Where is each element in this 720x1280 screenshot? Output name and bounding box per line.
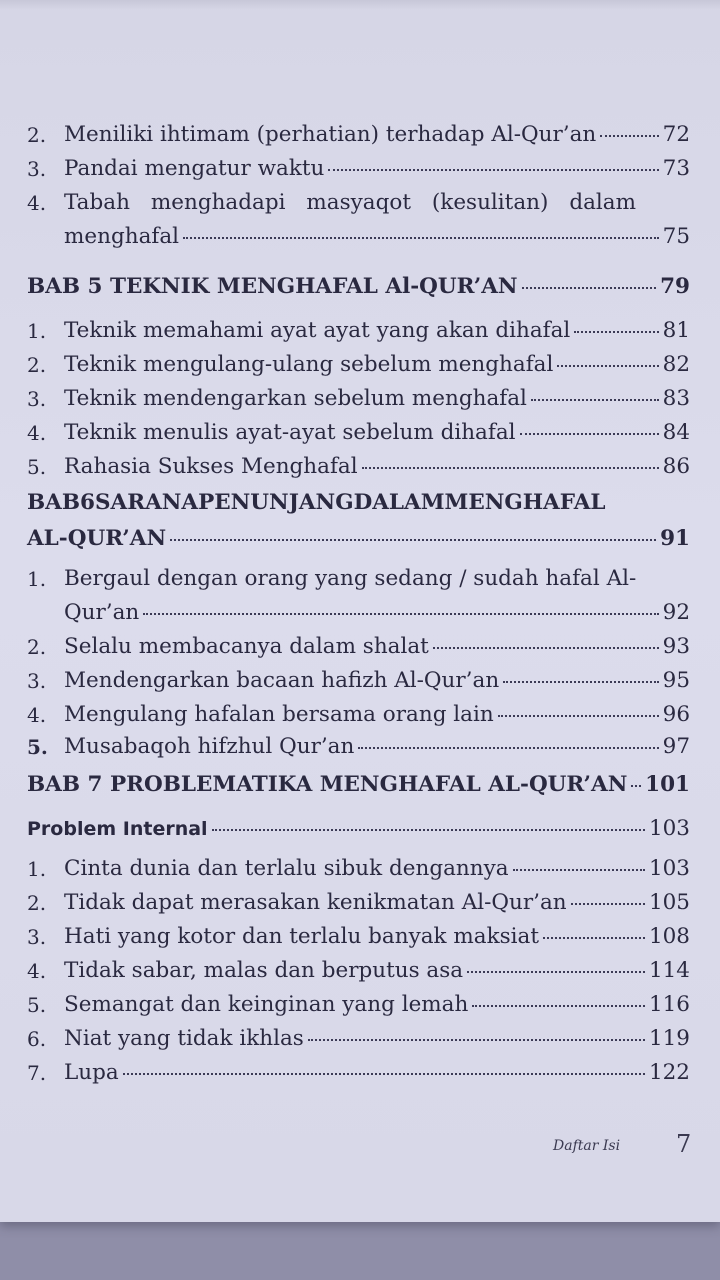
leader-dots [472,1004,645,1007]
leader-dots [123,1072,645,1075]
entry-word: masyaqot [306,190,411,215]
chapter-title: BAB 7 PROBLEMATIKA MENGHAFAL AL-QUR’AN [27,772,628,797]
chapter-line [27,522,690,556]
entry-page: 96 [662,702,690,727]
chapter-line [27,768,690,802]
toc-entry [0,954,720,988]
entry-page: 73 [662,156,690,181]
entry-word: Tabah [64,190,130,215]
entry-line [64,1056,690,1090]
toc-entry [0,630,720,664]
chapter-word: PENUNJANG [198,490,354,515]
running-footer-label: Daftar Isi [553,1138,621,1154]
toc-entry-continuation [0,220,720,254]
entry-number: 3. [27,669,47,693]
entry-line-justified [64,186,636,220]
entry-title: Rahasia Sukses Menghafal [64,454,358,479]
entry-page: 82 [662,352,690,377]
entry-page: 122 [648,1060,690,1085]
entry-title: Qur’an [64,600,140,625]
entry-line [64,562,690,596]
entry-page: 75 [662,224,690,249]
leader-dots [433,646,659,649]
entry-line [64,852,690,886]
entry-title: Selalu membacanya dalam shalat [64,634,429,659]
page-number: 7 [676,1130,692,1158]
entry-number: 3. [27,925,47,949]
chapter-word: BAB [27,490,81,515]
chapter-line-justified [27,486,605,520]
entry-number: 2. [27,891,47,915]
entry-line [64,152,690,186]
subsection-page: 103 [648,816,690,841]
subsection-heading [0,812,720,846]
entry-page: 84 [662,420,690,445]
entry-line [64,314,690,348]
entry-title: Pandai mengatur waktu [64,156,325,181]
entry-title: Hati yang kotor dan terlalu banyak maksiat [64,924,540,949]
entry-number: 2. [27,123,47,147]
entry-line [64,730,690,764]
entry-title: Meniliki ihtimam (perhatian) terhadap Al-Qur’an [64,122,597,147]
toc-entry [0,920,720,954]
entry-page: 95 [662,668,690,693]
entry-title: Musabaqoh hifzhul Qur’an [64,734,355,759]
chapter-heading-bab7 [0,768,720,802]
entry-page: 72 [662,122,690,147]
leader-dots [520,432,659,435]
chapter-word: SARANA [95,490,199,515]
toc-entry [0,152,720,186]
entry-number: 5. [27,993,47,1017]
entry-number: 1. [27,857,47,881]
entry-line [64,920,690,954]
entry-page: 103 [648,856,690,881]
chapter-heading-bab5 [0,270,720,304]
entry-number: 4. [27,703,47,727]
chapter-page: 91 [660,526,690,551]
entry-title: Tidak dapat merasakan kenikmatan Al-Qur’an [64,890,567,915]
entry-line [64,416,690,450]
chapter-page: 79 [660,274,690,299]
entry-page: 114 [648,958,690,983]
entry-title: menghafal [64,224,180,249]
entry-line [64,698,690,732]
subsection-line [27,812,690,846]
entry-line [64,954,690,988]
leader-dots [513,868,645,871]
entry-title: Teknik mendengarkan sebelum menghafal [64,386,527,411]
entry-line [64,450,690,484]
entry-title: Teknik mengulang-ulang sebelum menghafal [64,352,554,377]
entry-page: 93 [662,634,690,659]
chapter-word: MENGHAFAL [444,490,606,515]
entry-number: 7. [27,1061,47,1085]
entry-page: 86 [662,454,690,479]
leader-dots [522,286,657,289]
entry-line [64,886,690,920]
leader-dots [600,134,658,137]
entry-word: (kesulitan) [431,190,549,215]
toc-entry [0,382,720,416]
entry-line [64,664,690,698]
entry-number: 6. [27,1027,47,1051]
entry-page: 105 [648,890,690,915]
toc-entry-continuation [0,596,720,630]
toc-entry [0,186,720,220]
toc-entry [0,562,720,596]
subsection-title: Problem Internal [27,818,208,840]
chapter-word: 6 [80,490,95,515]
entry-number: 4. [27,959,47,983]
chapter-title: AL-QUR’AN [27,526,167,551]
entry-page: 119 [648,1026,690,1051]
entry-page: 108 [648,924,690,949]
entry-number: 5. [27,455,47,479]
entry-number: 4. [27,421,47,445]
entry-title: Lupa [64,1060,119,1085]
entry-number: 3. [27,157,47,181]
entry-title: Tidak sabar, malas dan berputus asa [64,958,464,983]
leader-dots [557,364,658,367]
entry-title: Teknik menulis ayat-ayat sebelum dihafal [64,420,516,445]
toc-entry [0,886,720,920]
toc-entry [0,664,720,698]
toc-entry [0,416,720,450]
leader-dots [308,1038,645,1041]
leader-dots [631,784,641,787]
entry-line [64,630,690,664]
leader-dots [571,902,645,905]
entry-number: 1. [27,567,47,591]
entry-number: 2. [27,635,47,659]
entry-line [64,382,690,416]
toc-entry [0,348,720,382]
entry-line [64,988,690,1022]
leader-dots [467,970,645,973]
entry-page: 92 [662,600,690,625]
toc-entry [0,118,720,152]
chapter-heading-bab6-continuation [0,522,720,556]
chapter-line [27,270,690,304]
entry-number: 1. [27,319,47,343]
leader-dots [183,236,659,239]
entry-title: Mengulang hafalan bersama orang lain [64,702,494,727]
entry-page: 83 [662,386,690,411]
leader-dots [358,746,658,749]
leader-dots [362,466,659,469]
entry-line [64,220,690,254]
leader-dots [212,828,645,831]
toc-entry [0,730,720,764]
toc-entry [0,450,720,484]
chapter-page: 101 [645,772,690,797]
leader-dots [170,538,656,541]
entry-line [64,596,690,630]
entry-word: dalam [569,190,636,215]
entry-number: 3. [27,387,47,411]
leader-dots [531,398,659,401]
entry-page: 116 [648,992,690,1017]
entry-title: Teknik memahami ayat ayat yang akan dihafal [64,318,571,343]
entry-number: 5. [27,735,48,759]
entry-title: Niat yang tidak ikhlas [64,1026,304,1051]
leader-dots [503,680,658,683]
chapter-heading-bab6 [0,486,720,520]
toc-entry [0,314,720,348]
leader-dots [498,714,659,717]
entry-word: menghadapi [150,190,286,215]
toc-entry [0,852,720,886]
toc-entry [0,698,720,732]
leader-dots [574,330,658,333]
chapter-word: DALAM [353,490,445,515]
entry-title: Bergaul dengan orang yang sedang / sudah hafal Al- [64,566,637,591]
entry-title: Cinta dunia dan terlalu sibuk dengannya [64,856,509,881]
leader-dots [328,168,658,171]
leader-dots [143,612,658,615]
entry-line [64,118,690,152]
entry-line [64,348,690,382]
entry-number: 2. [27,353,47,377]
entry-page: 97 [662,734,690,759]
toc-entry [0,1022,720,1056]
leader-dots [543,936,645,939]
toc-entry [0,988,720,1022]
entry-number: 4. [27,191,47,215]
toc-entry [0,1056,720,1090]
entry-title: Mendengarkan bacaan hafizh Al-Qur’an [64,668,500,693]
entry-page: 81 [662,318,690,343]
entry-line [64,1022,690,1056]
entry-title: Semangat dan keinginan yang lemah [64,992,469,1017]
chapter-title: BAB 5 TEKNIK MENGHAFAL Al-QUR’AN [27,274,518,299]
